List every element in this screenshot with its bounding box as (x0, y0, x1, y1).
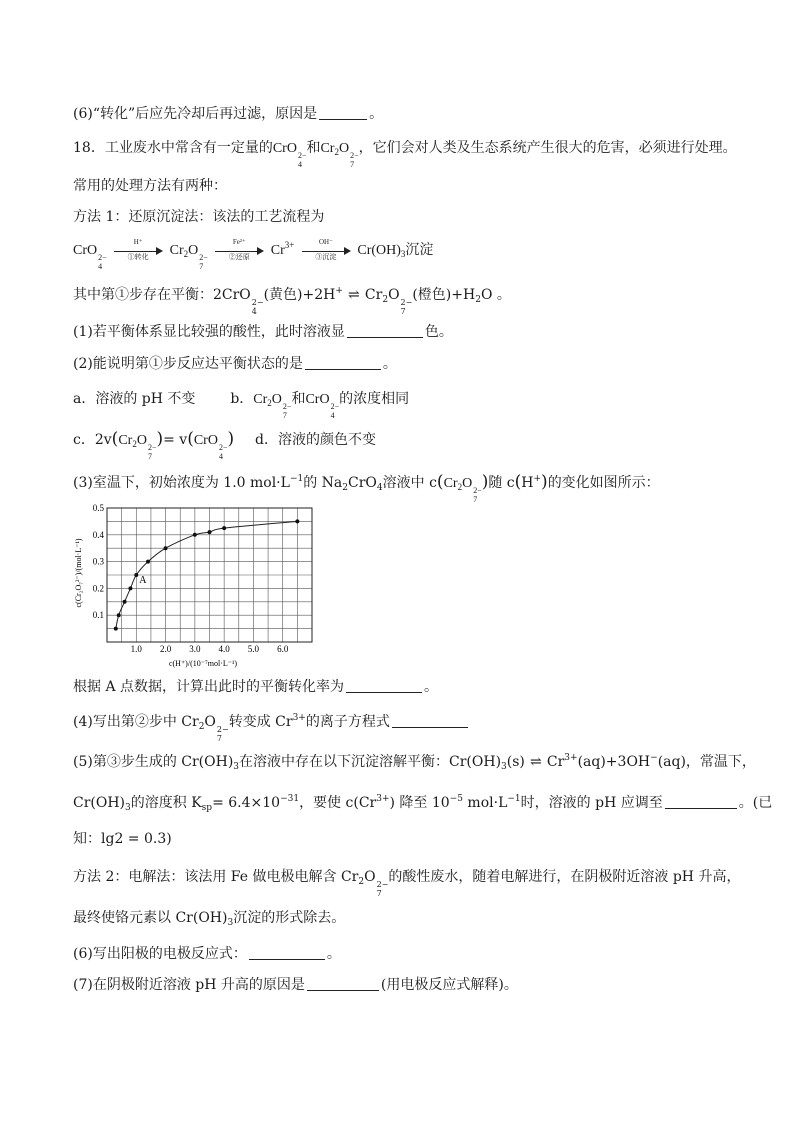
answer-blank-6[interactable] (249, 945, 325, 960)
arrow-3-reagent: OH⁻ (318, 238, 333, 246)
method-2-line1: 方法 2：电解法：该法用 Fe 做电极电解含 $Cr_2O$ 2− 7 的酸性废水，随着电解进行，在阴极附近溶液 pH 升高， (73, 869, 741, 898)
y-axis-label: c(Cr₂O₇²⁻)/(mol·L⁻¹) (74, 538, 83, 608)
data-point (114, 627, 118, 631)
intro-line-2: 常用的处理方法有两种： (73, 178, 227, 194)
option-d: d．溶液的颜色不变 (255, 432, 376, 448)
q3-b: 的 Na (303, 475, 343, 491)
eq-part-d: (橙色)+H (412, 287, 476, 303)
q5l2-c: sp (201, 803, 213, 813)
arrow-1-step: ①转化 (127, 253, 149, 261)
q5-f: (aq)，常温下， (657, 754, 756, 770)
question-4: (4)写出第②步中 $Cr_2O$ 2− 7 转变成 $Cr^{3+}$的离子方程式 (73, 712, 470, 743)
option-c-mid: = v (163, 432, 188, 448)
m2l2-b: 沉淀的形式除去。 (233, 910, 346, 926)
flow-species-4: Cr(OH) (357, 243, 401, 259)
q5l2-j: 时，溶液的 pH 应调至 (520, 795, 663, 811)
q3-e: 随 c (488, 475, 515, 491)
data-point (123, 600, 127, 604)
y-tick-label: 0.2 (92, 583, 104, 594)
q3-d: 溶液中 c (382, 475, 437, 491)
q5l2-g: ) 降至 10 (389, 795, 450, 811)
answer-blank-5[interactable] (665, 794, 737, 809)
flow-arrow-3 (300, 238, 352, 264)
eq-part-a: 其中第①步存在平衡：2CrO (73, 287, 251, 303)
arrow-2-step: ②还原 (228, 253, 250, 261)
data-point (208, 530, 212, 534)
q5-a: (5)第③步生成的 Cr(OH) (73, 754, 234, 770)
x-tick-label: 5.0 (247, 644, 260, 654)
q6-a: (6)写出阳极的电极反应式： (73, 946, 247, 962)
option-b-mid: 和 (291, 391, 306, 407)
arrow-3-step: ③沉淀 (315, 253, 337, 261)
q4-a: (4)写出第②步中 Cr (73, 714, 199, 730)
q4-b: 转变成 Cr (228, 714, 293, 730)
question-3-followup (73, 677, 438, 697)
answer-blank-3[interactable] (346, 678, 422, 693)
question-3: (3)室温下，初始浓度为 1.0 $mol\cdot L^{-1}$的 $Na_2CrO_4$溶液中 $c(Cr_2O$ 2− 7 )随 c(H+)的变化如图所示： (73, 472, 660, 504)
intro-text-b: 和 (306, 140, 321, 156)
y-tick-label: 0.4 (92, 529, 104, 540)
flow-arrow-1 (112, 238, 164, 264)
eq-part-b: (黄色)+2H (263, 287, 336, 303)
data-point (222, 526, 226, 530)
q3-after-end: 。 (424, 679, 439, 695)
q3-f: 的变化如图所示： (547, 475, 660, 491)
eq-part-e: O 。 (480, 287, 511, 303)
eq-part-c: Cr (364, 287, 383, 303)
question-6-previous (73, 104, 383, 124)
x-tick-label: 3.0 (189, 644, 201, 654)
q5-e: (aq)+3OH (577, 754, 651, 770)
data-point (164, 546, 168, 550)
q6-b: 。 (326, 946, 341, 962)
flow-species-1: CrO (73, 243, 98, 259)
option-b-label: b． (230, 391, 254, 407)
q5l2-h: −5 (449, 794, 463, 804)
options-ab: a．溶液的 pH 不变 b．$Cr_2O$ 2− 7 和CrO 2− 4 的浓度相同 (73, 391, 410, 420)
m2-a: 方法 2：电解法：该法用 Fe 做电极电解含 Cr (73, 869, 359, 885)
q3-c: CrO (348, 475, 377, 491)
q2-end: 。 (382, 356, 397, 372)
arrow-2-reagent: Fe²⁺ (232, 238, 246, 246)
y-tick-label: 0.5 (92, 503, 104, 513)
q5l2-a: Cr(OH) (73, 795, 126, 811)
y-tick-label: 0.1 (92, 610, 104, 621)
data-point (193, 533, 197, 537)
q5l2-b: 的溶度积 K (130, 795, 202, 811)
q5l2-k: 。(已 (738, 795, 773, 811)
q4-c: 的离子方程式 (305, 714, 390, 730)
flow-species-3: Cr (270, 243, 285, 259)
arrow-1-reagent: H⁺ (133, 238, 143, 246)
x-axis-label: c(H⁺)/(10⁻⁷mol·L⁻¹) (168, 659, 238, 668)
answer-blank-1[interactable] (347, 323, 423, 338)
question-7 (73, 975, 518, 995)
data-point (146, 560, 150, 564)
question-18-intro (73, 138, 737, 169)
answer-blank-4[interactable] (392, 713, 468, 728)
flow-arrow-2 (213, 238, 265, 264)
question-5-line1: (5)第③步生成的 $Cr(OH)_3$在溶液中存在以下沉淀溶解平衡：$Cr(OH)_3(s)$ ⇌ $Cr^{3+}(aq)+3OH^-(aq)$，常温下， (73, 753, 756, 772)
question-2 (73, 354, 397, 374)
option-b-end: 的浓度相同 (339, 391, 410, 407)
chart-ticks (93, 503, 289, 654)
x-tick-label: 6.0 (277, 644, 289, 654)
question-1 (73, 322, 453, 342)
q3-a: (3)室温下，初始浓度为 1.0 mol·L (73, 475, 290, 491)
q5l2-f: ，要使 c(Cr (299, 795, 377, 811)
equilibrium-arrow-icon: ⇌ (530, 754, 542, 770)
m2l2-a: 最终使铬元素以 Cr(OH) (73, 910, 228, 926)
flow-species-2: Cr (169, 243, 184, 259)
q5l2-e: −31 (280, 794, 300, 804)
intro-text-c: ，它们会对人类及生态系统产生很大的危害，必须进行处理。 (358, 140, 737, 156)
q6-end: 。 (369, 106, 384, 122)
q1-end: 色。 (424, 324, 453, 340)
q5l2-i: mol·L (462, 795, 508, 811)
question-5-line2: $Cr(OH)_3$的溶度积 $K_{sp}= 6.4\times 10^{-31}$，要使 $c(Cr^{3+})$ 降至 $10^{-5}$ $mol\cdot L^{-1}$时，溶液的 pH 应调至 。(已 (73, 794, 773, 813)
q5-b: 在溶液中存在以下沉淀溶解平衡：Cr(OH) (239, 754, 502, 770)
chromate-formula: CrO 2− 4 (272, 141, 307, 169)
options-cd: c．$2v(Cr_2O$ 2− 7 )= v(CrO 2− 4 ) d．溶液的颜色不变 (73, 429, 376, 461)
equilibrium-arrow-icon: ⇌ (348, 287, 360, 303)
x-tick-label: 2.0 (159, 644, 172, 654)
x-tick-label: 4.0 (218, 644, 230, 654)
method-2-line2: 最终使铬元素以 $Cr(OH)_3$沉淀的形式除去。 (73, 910, 346, 928)
data-point (128, 586, 132, 590)
method-1-title: 方法 1：还原沉淀法：该法的工艺流程为 (73, 209, 325, 225)
m2-b: 的酸性废水，随着电解进行，在阴极附近溶液 pH 升高， (388, 869, 741, 885)
q3-after-text: 根据 A 点数据，计算出此时的平衡转化率为 (73, 679, 345, 695)
q5-c: (s) (506, 754, 525, 770)
q7-b: (用电极反应式解释)。 (380, 977, 518, 993)
x-tick-label: 1.0 (130, 644, 142, 654)
data-point (295, 519, 299, 523)
dichromate-formula: $Cr_2O$ 2− 7 (320, 141, 359, 169)
option-c-label: c．2v (73, 432, 112, 448)
concentration-chart (70, 500, 330, 672)
intro-text-a: 18．工业废水中常含有一定量的 (73, 140, 273, 156)
q7-a: (7)在阴极附近溶液 pH 升高的原因是 (73, 977, 305, 993)
y-tick-label: 0.3 (92, 556, 104, 567)
data-point (117, 613, 121, 617)
point-label: A (139, 575, 147, 586)
data-point (134, 573, 138, 577)
q2-text: (2)能说明第①步反应达平衡状态的是 (73, 356, 303, 372)
process-flow: CrO 2− 4 H⁺ ①转化 $Cr_2O$ 2− 7 Fe²⁺ ②还原 $Cr^{3+}$ OH⁻ ③沉淀 $Cr(OH)_3$沉淀 (73, 238, 434, 272)
answer-blank-7[interactable] (307, 976, 379, 991)
flow-tail: 沉淀 (405, 242, 434, 259)
q1-text: (1)若平衡体系显比较强的酸性，此时溶液显 (73, 324, 345, 340)
question-6 (73, 944, 341, 964)
q5l2-d: = 6.4×10 (212, 795, 281, 811)
answer-blank-2[interactable] (305, 355, 381, 370)
q5-d: Cr (546, 754, 565, 770)
q6-text: (6)“转化”后应先冷却后再过滤，原因是 (73, 106, 318, 122)
equilibrium-line: 其中第①步存在平衡：2CrO 2− 4 (黄色)+2H+ ⇌ $Cr_2O$ 2− 7 (橙色)$+H_2O$ 。 (73, 286, 511, 316)
option-a: a．溶液的 pH 不变 (73, 391, 196, 407)
question-5-line3: 知：lg2 = 0.3) (73, 831, 172, 847)
answer-blank[interactable] (319, 105, 367, 120)
